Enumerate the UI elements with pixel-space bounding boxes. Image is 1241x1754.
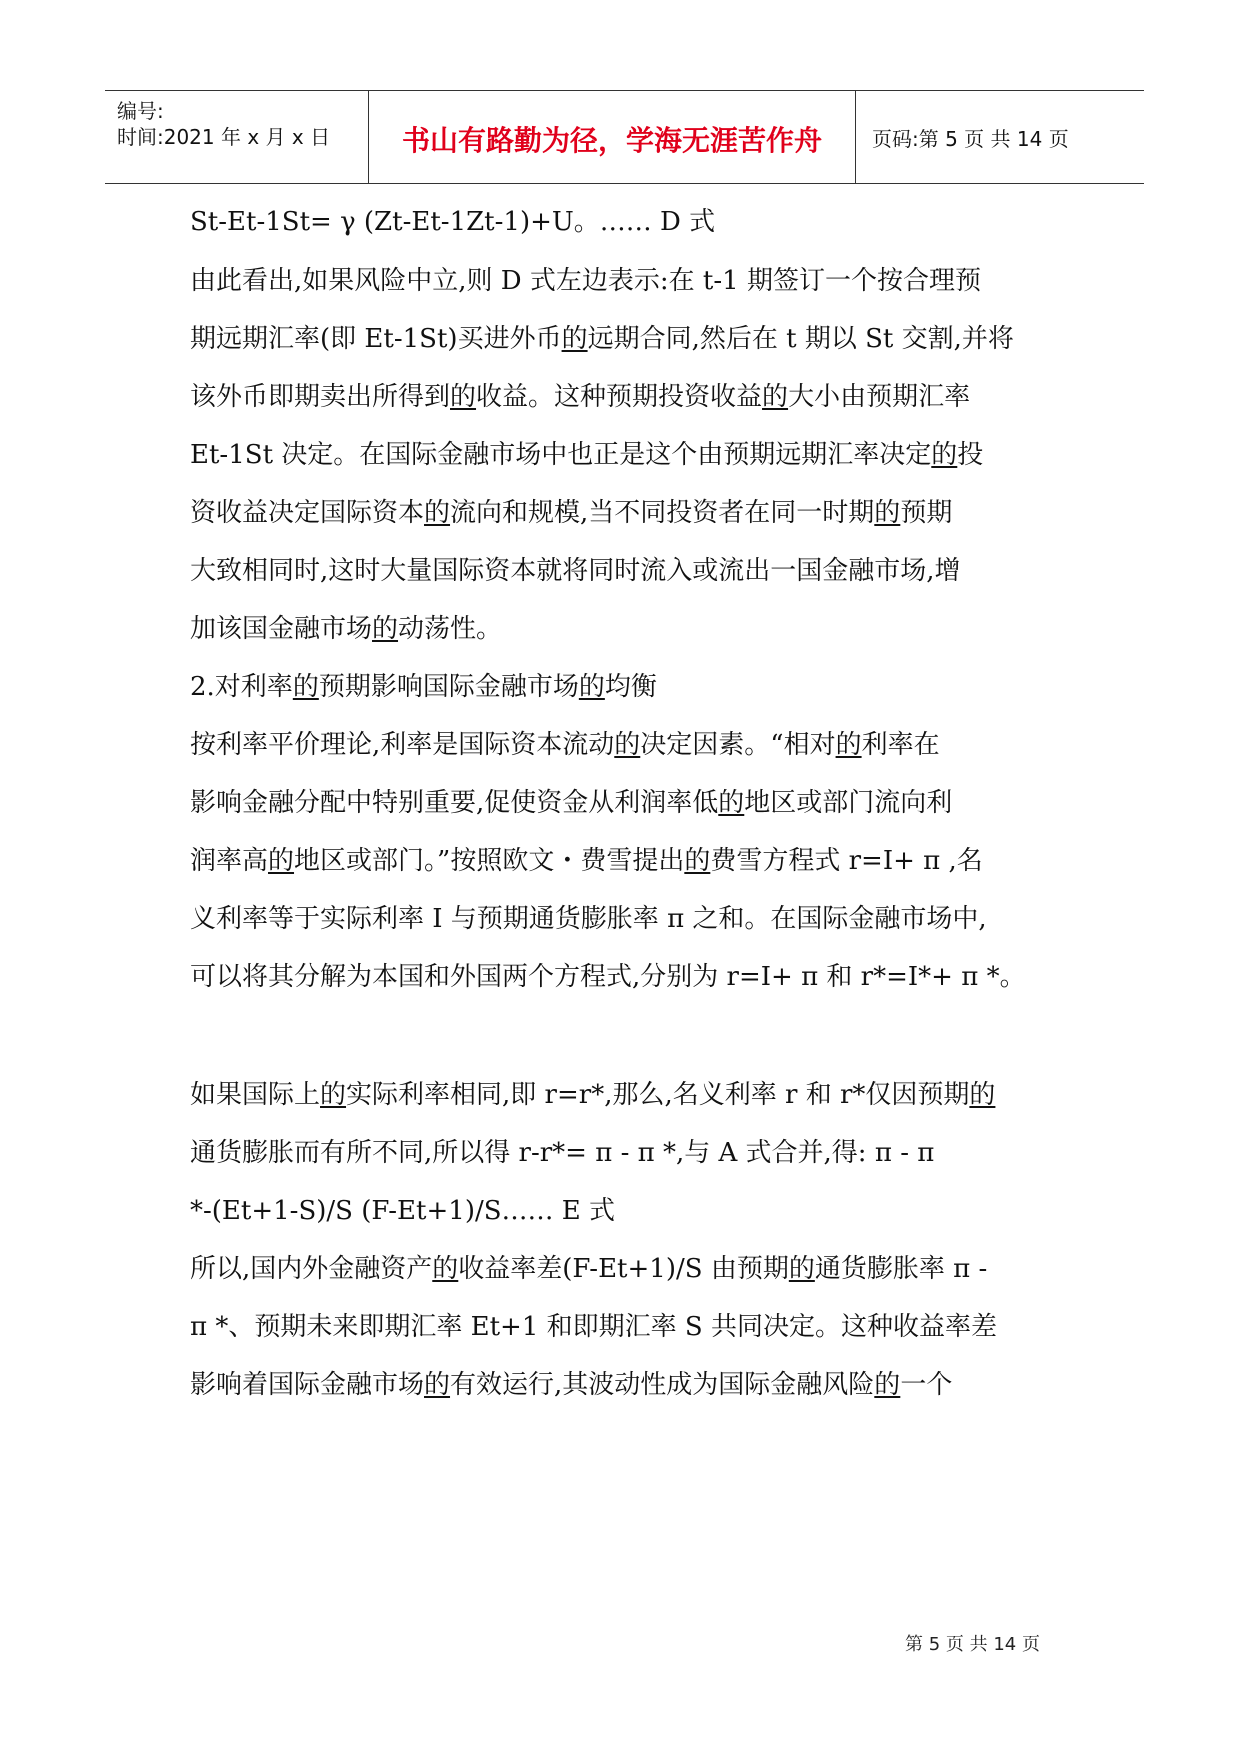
text-line	[190, 902, 987, 936]
underlined-text: 的	[432, 1254, 459, 1284]
text-line	[190, 844, 983, 878]
underlined-text: 的	[762, 382, 789, 412]
text-segment: 决定因素。“相对	[640, 730, 836, 760]
text-line	[190, 1136, 934, 1170]
text-line	[190, 612, 502, 646]
text-segment: 收益。这种预期投资收益	[476, 382, 763, 412]
text-segment: 一个	[900, 1370, 953, 1400]
text-segment: 润率高	[190, 846, 269, 876]
text-segment: 大致相同时,这时大量国际资本就将同时流入或流出一国金融市场,增	[190, 556, 961, 586]
text-segment: 2.对利率	[190, 672, 293, 702]
text-segment: 地区或部门。”按照欧文・费雪提出	[294, 846, 685, 876]
header-page-cell	[856, 91, 1144, 183]
text-line	[190, 670, 657, 704]
text-segment: 该外币即期卖出所得到	[190, 382, 451, 412]
underlined-text: 的	[614, 730, 641, 760]
text-segment: 地区或部门流向利	[744, 788, 953, 818]
header-motto: 书山有路勤为径，学海无涯苦作舟	[401, 124, 822, 157]
text-segment: Et-1St 决定。在国际金融市场中也正是这个由预期远期汇率决定	[190, 440, 932, 470]
page-header	[105, 90, 1144, 184]
underlined-text: 的	[424, 498, 451, 528]
text-segment: 由此看出,如果风险中立,则 D 式左边表示:在 t-1 期签订一个按合理预	[190, 266, 981, 296]
text-segment: St-Et-1St= γ (Zt-Et-1Zt-1)+U。…… D 式	[190, 207, 716, 237]
document-number-label: 编号:	[117, 99, 164, 123]
underlined-text: 的	[931, 440, 958, 470]
text-segment: 期远期汇率(即 Et-1St)买进外币	[190, 324, 562, 354]
underlined-text: 的	[874, 498, 901, 528]
underlined-text: 的	[292, 672, 319, 702]
header-page-number: 页码:第 5 页 共 14 页	[872, 127, 1069, 151]
text-segment: π *、预期未来即期汇率 Et+1 和即期汇率 S 共同决定。这种收益率差	[190, 1312, 997, 1342]
document-time-label: 时间:2021 年 x 月 x 日	[117, 125, 331, 149]
text-line	[190, 438, 983, 472]
underlined-text: 的	[718, 788, 745, 818]
text-line	[190, 1078, 995, 1112]
footer-page-number: 第 5 页 共 14 页	[905, 1634, 1040, 1655]
text-segment: 预期影响国际金融市场	[318, 672, 579, 702]
text-segment: 所以,国内外金融资产	[190, 1254, 433, 1284]
text-line	[190, 264, 981, 298]
text-segment: 动荡性。	[398, 614, 503, 644]
text-line	[190, 1310, 997, 1344]
text-segment: 影响着国际金融市场	[190, 1370, 425, 1400]
text-segment: 加该国金融市场	[190, 614, 373, 644]
text-line	[190, 786, 952, 820]
text-line	[190, 728, 940, 762]
underlined-text: 的	[268, 846, 295, 876]
text-segment: 资收益决定国际资本	[190, 498, 425, 528]
text-segment: 预期	[900, 498, 953, 528]
text-segment: 费雪方程式 r=I+ π ,名	[710, 846, 983, 876]
text-line	[190, 380, 970, 414]
underlined-text: 的	[561, 324, 588, 354]
text-line	[190, 496, 952, 530]
text-segment: 远期合同,然后在 t 期以 St 交割,并将	[587, 324, 1014, 354]
text-segment: 有效运行,其波动性成为国际金融风险	[450, 1370, 875, 1400]
text-line	[190, 205, 715, 239]
text-segment: 实际利率相同,即 r=r*,那么,名义利率 r 和 r*仅因预期	[346, 1080, 970, 1110]
text-line	[190, 1252, 987, 1286]
text-line	[190, 322, 1014, 356]
underlined-text: 的	[372, 614, 399, 644]
text-segment: 大小由预期汇率	[788, 382, 971, 412]
text-segment: 利率在	[861, 730, 940, 760]
underlined-text: 的	[578, 672, 605, 702]
text-line	[190, 1368, 952, 1402]
underlined-text: 的	[788, 1254, 815, 1284]
text-segment: 义利率等于实际利率 I 与预期通货膨胀率 π 之和。在国际金融市场中,	[190, 904, 987, 934]
text-segment: 按利率平价理论,利率是国际资本流动	[190, 730, 615, 760]
header-info-cell	[105, 91, 369, 183]
text-segment: 投	[957, 440, 984, 470]
underlined-text: 的	[835, 730, 862, 760]
text-line	[190, 1194, 615, 1228]
underlined-text: 的	[320, 1080, 347, 1110]
text-segment: 均衡	[604, 672, 657, 702]
underlined-text: 的	[969, 1080, 996, 1110]
text-segment: 通货膨胀而有所不同,所以得 r-r*= π - π *,与 A 式合并,得: π - π	[190, 1138, 935, 1168]
text-segment: 通货膨胀率 π -	[814, 1254, 988, 1284]
header-motto-cell	[369, 91, 856, 183]
underlined-text: 的	[450, 382, 477, 412]
text-segment: *-(Et+1-S)/S (F-Et+1)/S…… E 式	[190, 1196, 616, 1226]
text-segment: 影响金融分配中特别重要,促使资金从利润率低	[190, 788, 719, 818]
text-segment: 收益率差(F-Et+1)/S 由预期	[458, 1254, 789, 1284]
underlined-text: 的	[684, 846, 711, 876]
text-segment: 流向和规模,当不同投资者在同一时期	[450, 498, 875, 528]
underlined-text: 的	[874, 1370, 901, 1400]
text-segment: 如果国际上	[190, 1080, 321, 1110]
text-line	[190, 554, 961, 588]
underlined-text: 的	[424, 1370, 451, 1400]
text-segment: 可以将其分解为本国和外国两个方程式,分别为 r=I+ π 和 r*=I*+ π *。	[190, 962, 1026, 992]
text-line	[190, 960, 1026, 994]
